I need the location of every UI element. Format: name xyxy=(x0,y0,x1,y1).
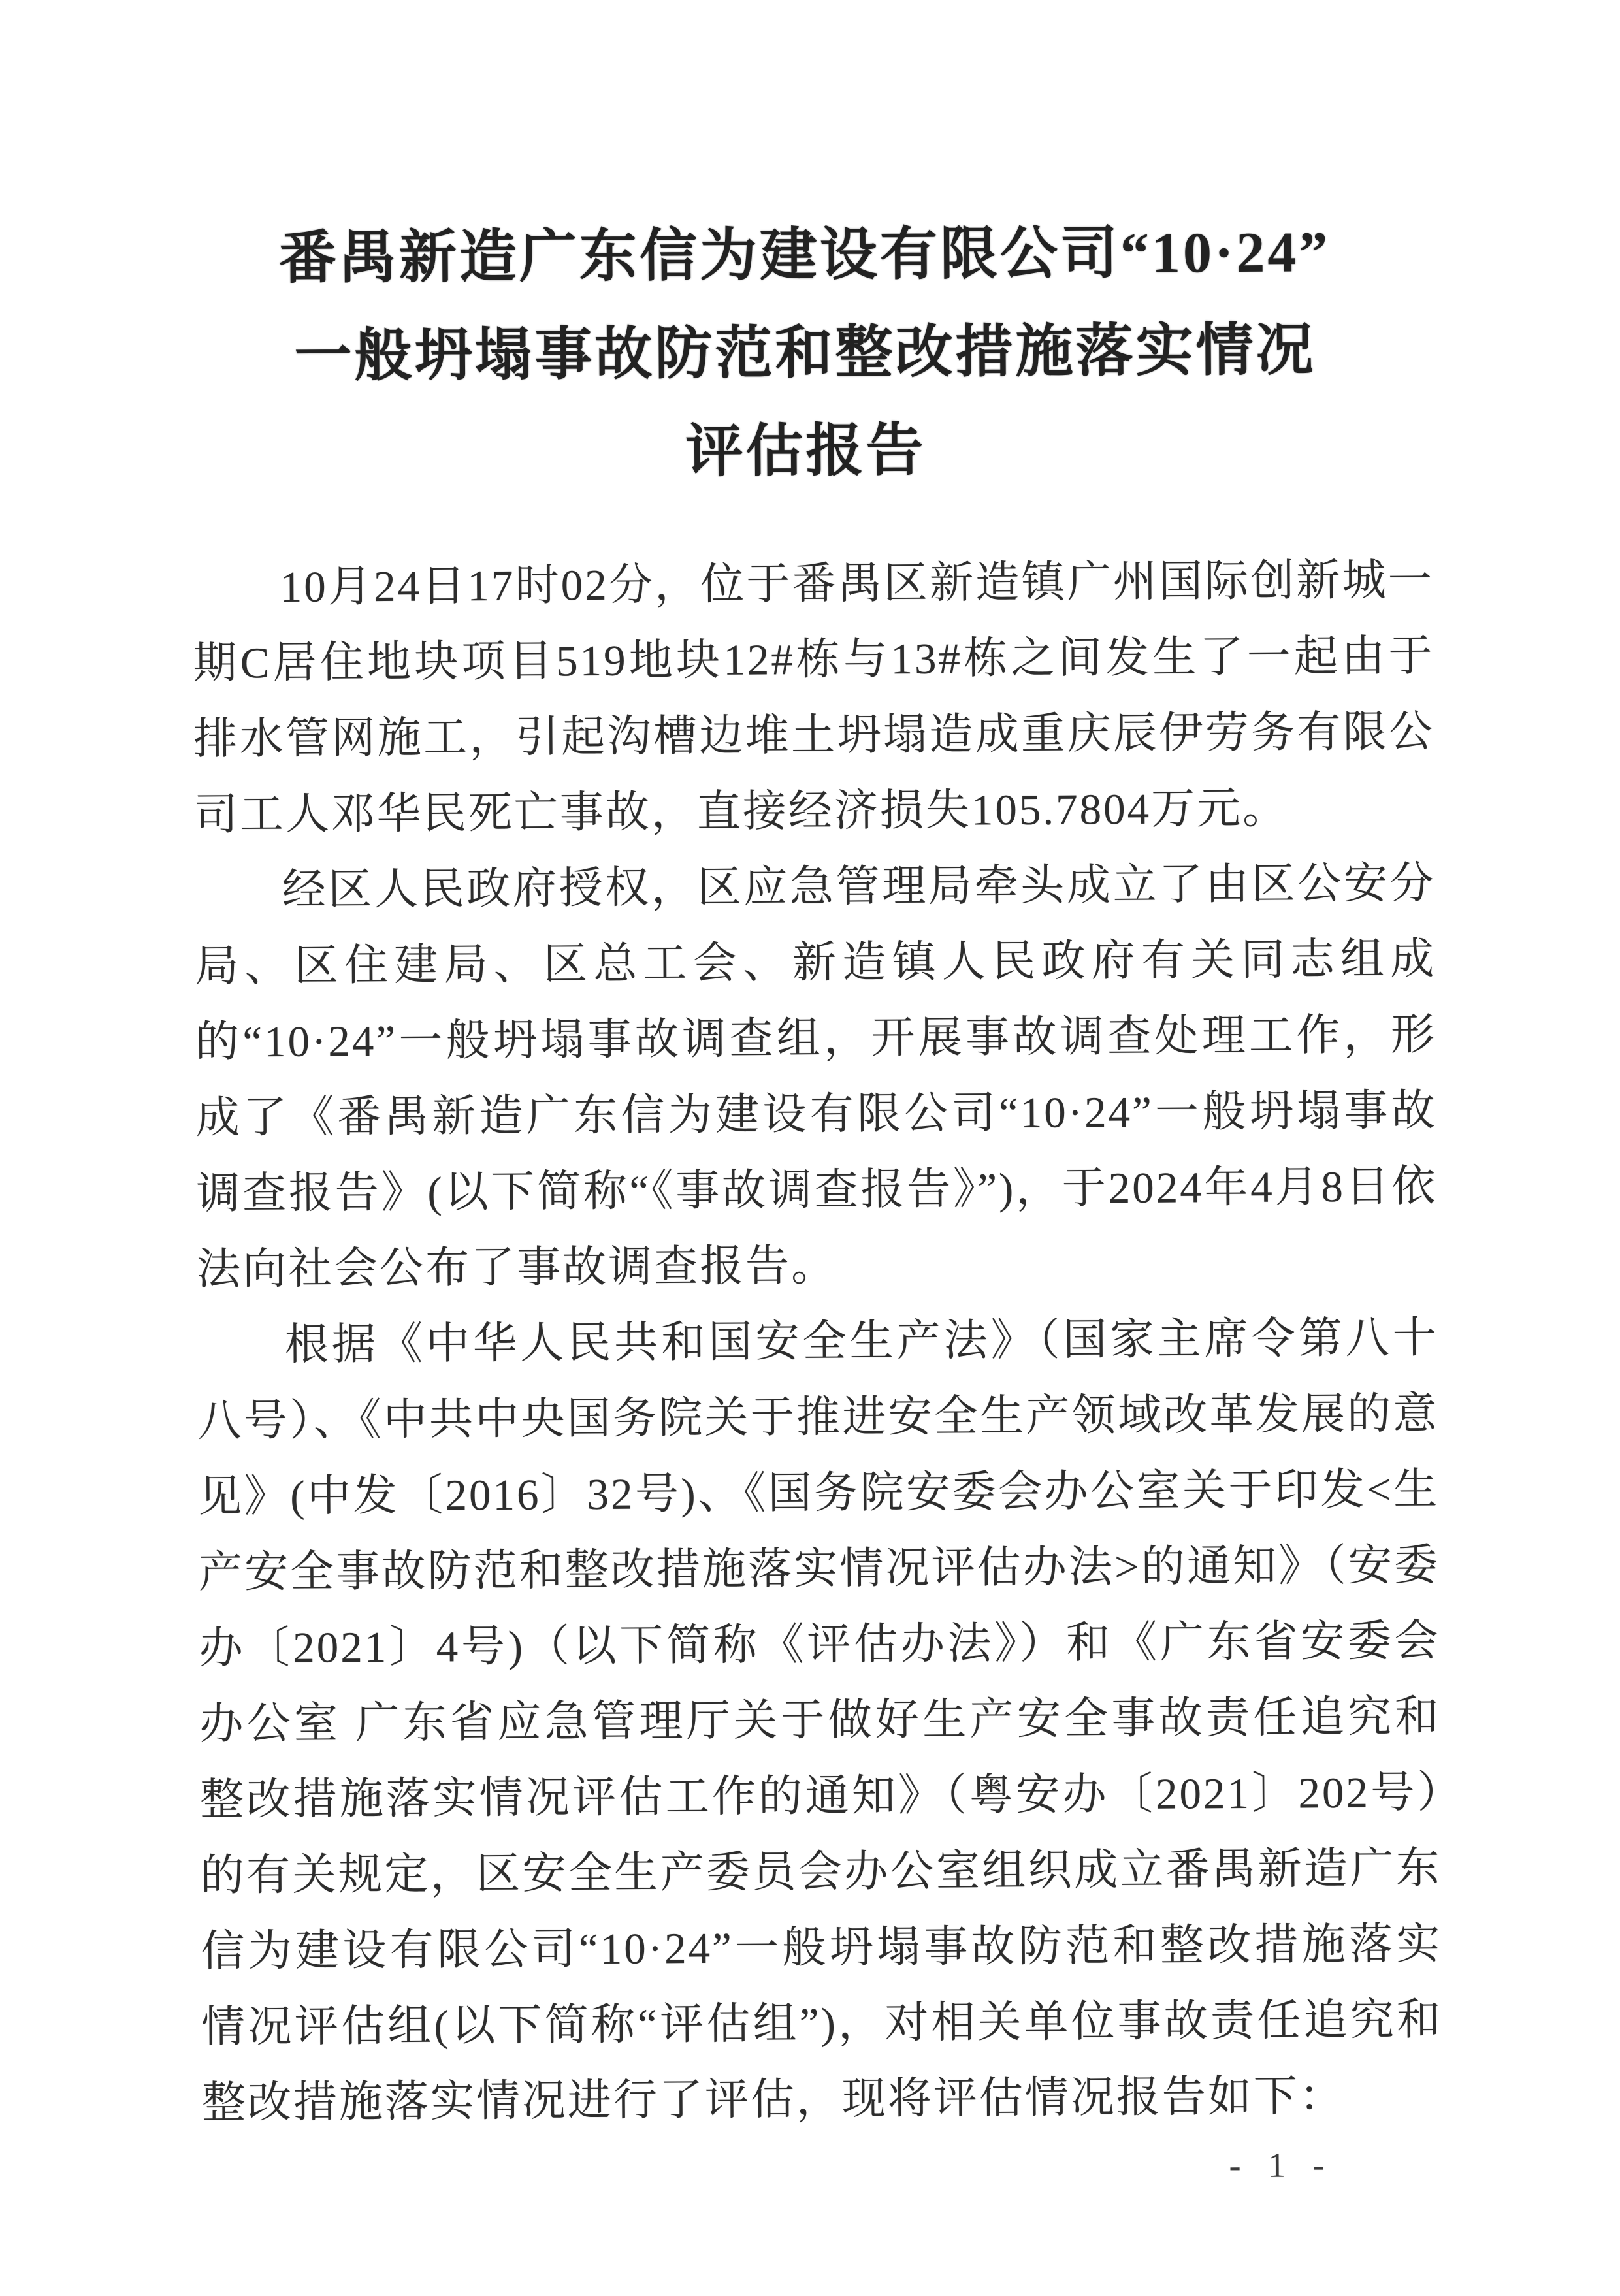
body-paragraph-3: 根据《中华人民共和国安全生产法》（国家主席令第八十八号）、《中共中央国务院关于推进安全生产领域改革发展的意见》(中发〔2016〕32号)、《国务院安委会办公室关于印发<生产安全事故防范和整改措施落实情况评估办法>的通知》（安委办〔2021〕4号)（以下简称《评估办法》）和《广东省安委会办公室 广东省应急管理厅关于做好生产安全事故责任追究和整改措施落实情况评估工作的通知》（粤安办〔2021〕202号）的有关规定，区安全生产委员会办公室组织成立番禺新造广东信为建设有限公司“10·24”一般坍塌事故防范和整改措施落实情况评估组(以下简称“评估组”)，对相关单位事故责任追究和整改措施落实情况进行了评估，现将评估情况报告如下： xyxy=(197,1314,1443,2127)
body-paragraph-2: 经区人民政府授权，区应急管理局牵头成立了由区公安分局、区住建局、区总工会、新造镇人民政府有关同志组成的“10·24”一般坍塌事故调查组，开展事故调查处理工作，形成了《番禺新造广东信为建设有限公司“10·24”一般坍塌事故调查报告》(以下简称“《事故调查报告》”)，于2024年4月8日依法向社会公布了事故调查报告。 xyxy=(195,859,1438,1294)
document-title-line-1: 番禺新造广东信为建设有限公司“10·24” xyxy=(278,221,1331,291)
document-body xyxy=(192,542,1443,2141)
document-title-line-3: 评估报告 xyxy=(685,419,926,485)
page-number: - 1 - xyxy=(1229,2145,1329,2186)
document-title-line-2: 一般坍塌事故防范和整改措施落实情况 xyxy=(294,319,1316,389)
document-title xyxy=(184,203,1427,505)
body-paragraph-1: 10月24日17时02分，位于番禺区新造镇广州国际创新城一期C居住地块项目519地块12#栋与13#栋之间发生了一起由于排水管网施工，引起沟槽边堆土坍塌造成重庆辰伊劳务有限公司工人邓华民死亡事故，直接经济损失105.7804万元。 xyxy=(193,556,1435,839)
